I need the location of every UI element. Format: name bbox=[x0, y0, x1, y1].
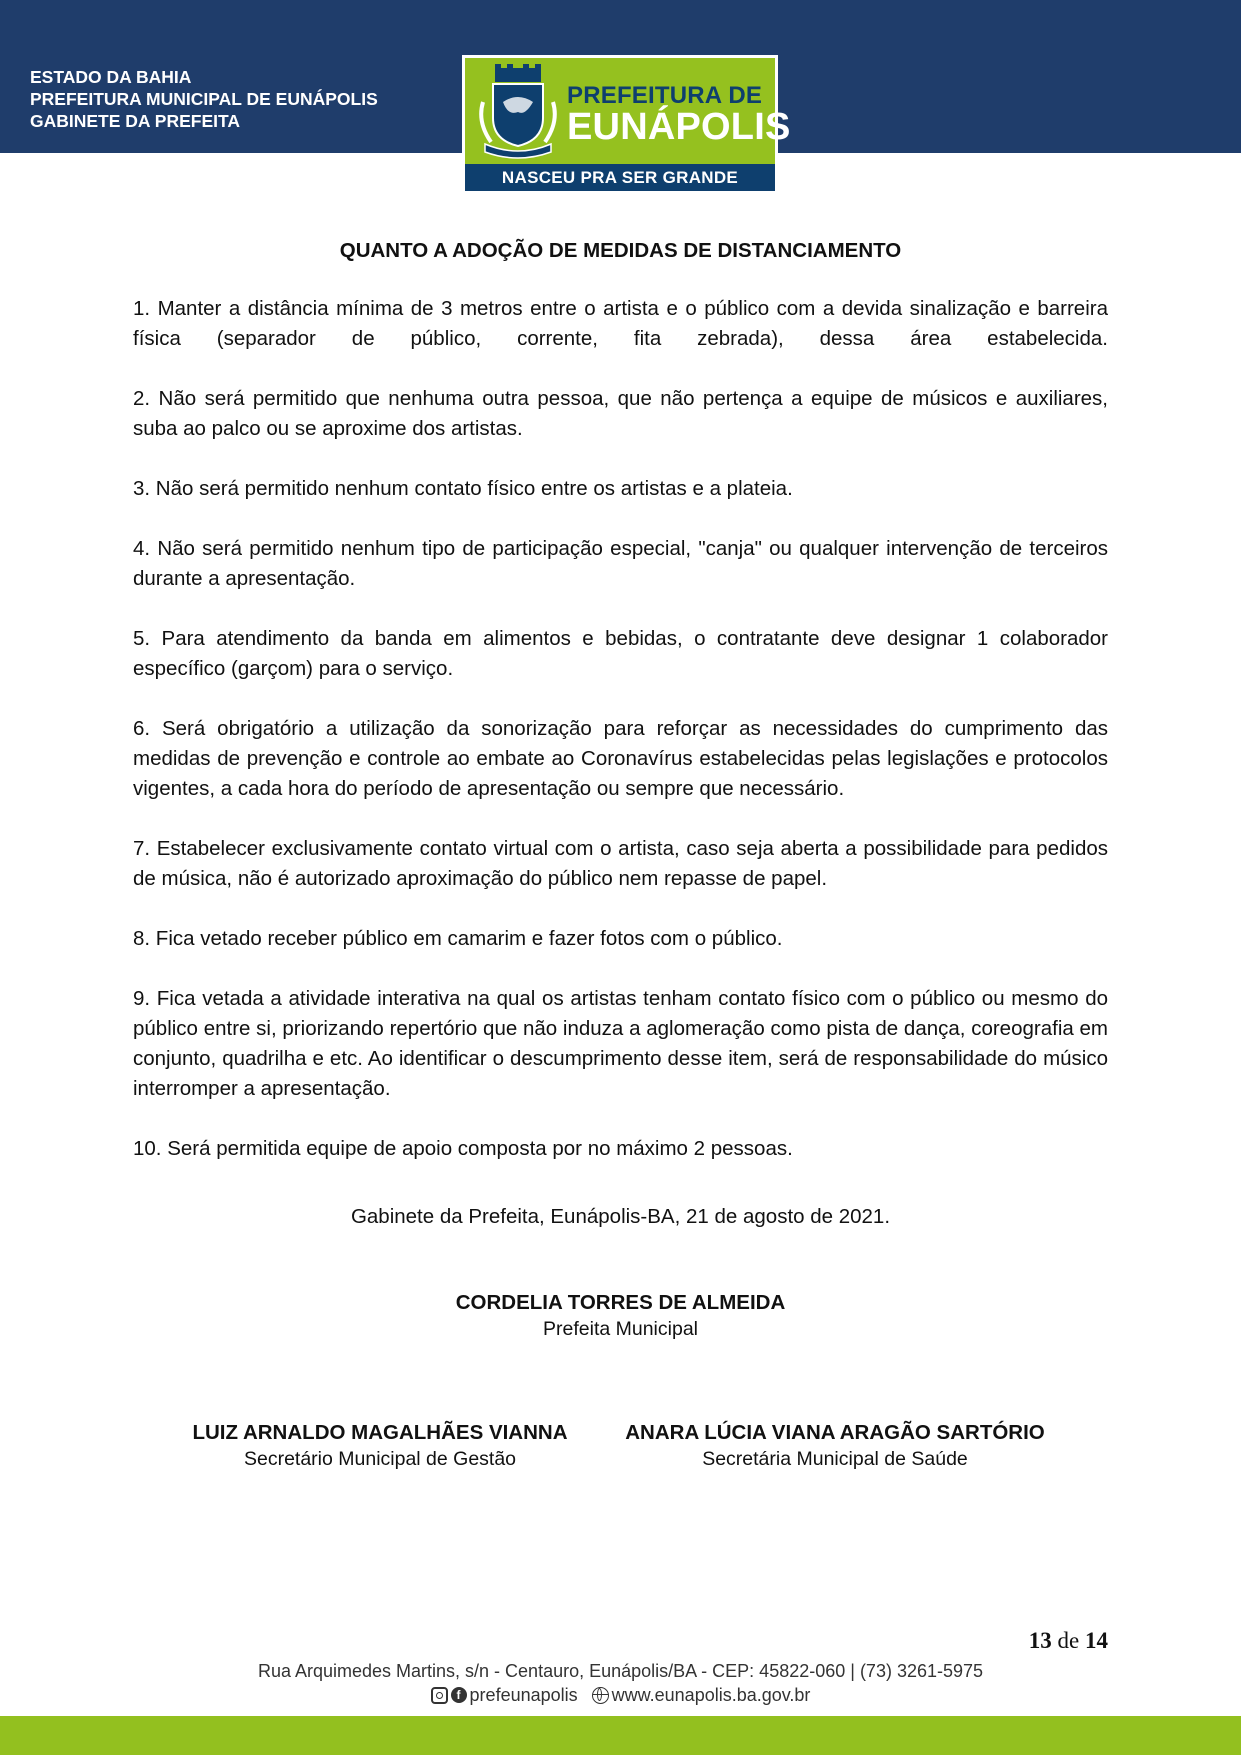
instagram-icon bbox=[431, 1687, 448, 1704]
list-item: 4. Não será permitido nenhum tipo de participação especial, "canja" ou qualquer intervenção de terceiros durante a apresentação. bbox=[133, 537, 1108, 590]
coat-of-arms-icon bbox=[473, 62, 563, 162]
logo-title-line1: PREFEITURA DE bbox=[567, 82, 763, 109]
signature-role: Secretário Municipal de Gestão bbox=[243, 1448, 517, 1470]
logo-slogan: NASCEU PRA SER GRANDE bbox=[465, 164, 775, 191]
signature-management-secretary bbox=[170, 1420, 590, 1472]
header-office: GABINETE DA PREFEITA bbox=[30, 111, 241, 131]
list-item: 3. Não será permitido nenhum contato físico entre os artistas e a plateia. bbox=[133, 477, 793, 500]
page-separator: de bbox=[1057, 1628, 1080, 1653]
dateline: Gabinete da Prefeita, Eunápolis-BA, 21 de agosto de 2021. bbox=[350, 1205, 891, 1228]
list-item: 6. Será obrigatório a utilização da sonorização para reforçar as necessidades do cumprimento das medidas de prevenção e controle ao embate ao Coronavírus estabelecidas pelas legislações e protocolos vigentes, a cada hora do período de apresentação ou sempre que necessário. bbox=[133, 717, 1108, 800]
footer-address: Rua Arquimedes Martins, s/n - Centauro, Eunápolis/BA - CEP: 45822-060 | (73) 3261-5975 bbox=[257, 1661, 984, 1681]
social-handle[interactable]: prefeunapolis bbox=[469, 1684, 578, 1705]
page-current: 13 bbox=[1028, 1628, 1052, 1653]
document-title: QUANTO A ADOÇÃO DE MEDIDAS DE DISTANCIAMENTO bbox=[339, 239, 902, 262]
header-prefecture: PREFEITURA MUNICIPAL DE EUNÁPOLIS bbox=[30, 89, 378, 109]
footer-band bbox=[0, 1716, 1241, 1755]
signature-name: LUIZ ARNALDO MAGALHÃES VIANNA bbox=[192, 1421, 568, 1444]
list-item: 7. Estabelecer exclusivamente contato virtual com o artista, caso seja aberta a possibilidade para pedidos de música, não é autorizado aproximação do público nem repasse de papel. bbox=[133, 837, 1108, 890]
page-total: 14 bbox=[1085, 1628, 1108, 1653]
prefecture-logo bbox=[462, 55, 791, 193]
logo-green-panel bbox=[465, 58, 791, 164]
signature-mayor bbox=[133, 1290, 1108, 1342]
page-number bbox=[1029, 1628, 1108, 1654]
list-item: 9. Fica vetada a atividade interativa na qual os artistas tenham contato físico com o público ou mesmo do público entre si, priorizando repertório que não induza a aglomeração como pista de dança, coreografia em conjunto, quadrilha e etc. Ao identificar o descumprimento desse item, será de responsabilidade do músico interromper a apresentação. bbox=[133, 987, 1108, 1100]
list-item: 8. Fica vetado receber público em camarim e fazer fotos com o público. bbox=[133, 927, 783, 950]
signature-name: CORDELIA TORRES DE ALMEIDA bbox=[455, 1291, 786, 1314]
document-body bbox=[133, 236, 1108, 1194]
list-item: 1. Manter a distância mínima de 3 metros entre o artista e o público com a devida sinalização e barreira física (separador de público, corrente, fita zebrada), dessa área estabelecida. bbox=[133, 297, 1108, 350]
list-item: 10. Será permitida equipe de apoio composta por no máximo 2 pessoas. bbox=[133, 1137, 793, 1160]
website-link[interactable]: www.eunapolis.ba.gov.br bbox=[611, 1684, 811, 1705]
facebook-icon: f bbox=[451, 1687, 467, 1703]
logo-title-line2: EUNÁPOLIS bbox=[567, 106, 791, 148]
list-item: 5. Para atendimento da banda em alimentos e bebidas, o contratante deve designar 1 colaborador específico (garçom) para o serviço. bbox=[133, 627, 1108, 680]
footer-social bbox=[0, 1684, 1241, 1706]
list-item: 2. Não será permitido que nenhuma outra pessoa, que não pertença a equipe de músicos e auxiliares, suba ao palco ou se aproxime dos artistas. bbox=[133, 387, 1108, 440]
signature-role: Prefeita Municipal bbox=[543, 1318, 698, 1340]
signature-name: ANARA LÚCIA VIANA ARAGÃO SARTÓRIO bbox=[625, 1421, 1045, 1444]
header-text bbox=[30, 66, 378, 132]
signature-role: Secretária Municipal de Saúde bbox=[702, 1448, 968, 1470]
header-state: ESTADO DA BAHIA bbox=[30, 67, 192, 87]
globe-icon bbox=[592, 1687, 609, 1704]
signature-health-secretary bbox=[610, 1420, 1060, 1472]
